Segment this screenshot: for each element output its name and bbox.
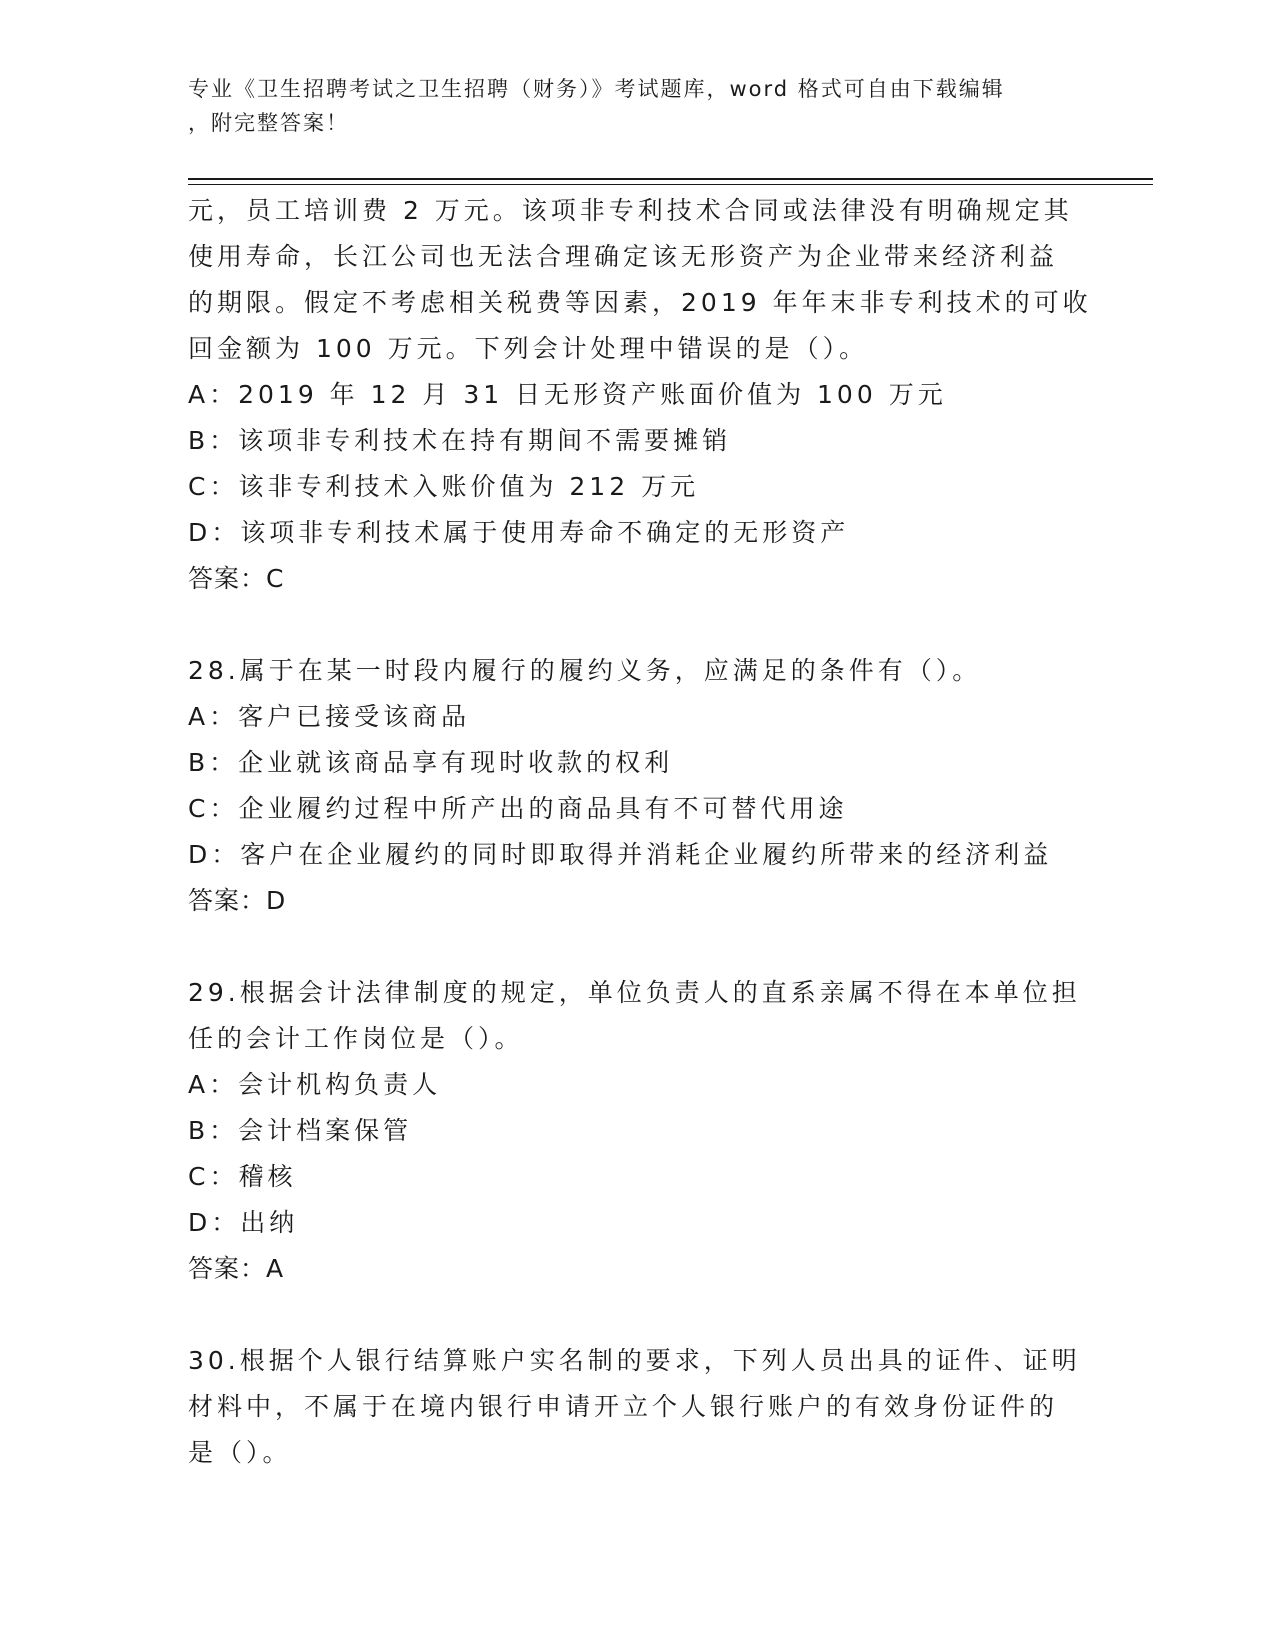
question-stem-line: 元，员工培训费 2 万元。该项非专利技术合同或法律没有明确规定其 [188,196,1073,225]
question-29 [188,970,1081,1292]
question-30 [188,1338,1081,1476]
question-stem-line: 回金额为 100 万元。下列会计处理中错误的是（）。 [188,334,869,363]
question-stem-line: 29.根据会计法律制度的规定，单位负责人的直系亲属不得在本单位担 [188,978,1081,1007]
option-b: B：该项非专利技术在持有期间不需要摊销 [188,426,732,455]
option-c: C：该非专利技术入账价值为 212 万元 [188,472,700,501]
document-header [188,72,1068,140]
header-divider-thick [188,178,1153,180]
question-stem-line: 的期限。假定不考虑相关税费等因素，2019 年年末非专利技术的可收 [188,288,1092,317]
option-d: D：客户在企业履约的同时即取得并消耗企业履约所带来的经济利益 [188,840,1053,869]
spacer [188,924,1078,970]
question-stem-line: 是（）。 [188,1438,292,1467]
option-a: A：会计机构负责人 [188,1070,442,1099]
document-body [188,188,1092,1476]
question-27 [188,188,1092,602]
answer-line: 答案：C [188,564,285,593]
question-stem-line: 28.属于在某一时段内履行的履约义务，应满足的条件有（）。 [188,656,982,685]
option-c: C：稽核 [188,1162,297,1191]
answer-line: 答案：A [188,1254,285,1283]
question-28 [188,648,1078,924]
answer-line: 答案：D [188,886,287,915]
question-stem-line: 材料中，不属于在境内银行申请开立个人银行账户的有效身份证件的 [188,1392,1059,1421]
option-a: A：客户已接受该商品 [188,702,471,731]
header-line-2: ，附完整答案！ [188,111,349,135]
option-a: A：2019 年 12 月 31 日无形资产账面价值为 100 万元 [188,380,947,409]
option-d: D：出纳 [188,1208,299,1237]
question-stem-line: 任的会计工作岗位是（）。 [188,1024,524,1053]
question-stem-line: 使用寿命，长江公司也无法合理确定该无形资产为企业带来经济利益 [188,242,1059,271]
spacer [188,1292,1078,1338]
option-b: B：会计档案保管 [188,1116,413,1145]
option-d: D：该项非专利技术属于使用寿命不确定的无形资产 [188,518,850,547]
option-c: C：企业履约过程中所产出的商品具有不可替代用途 [188,794,848,823]
header-divider-thin [188,184,1153,185]
option-b: B：企业就该商品享有现时收款的权利 [188,748,674,777]
header-line-1: 专业《卫生招聘考试之卫生招聘（财务）》考试题库，word 格式可自由下载编辑 [188,77,1005,101]
spacer [188,602,1078,648]
question-stem-line: 30.根据个人银行结算账户实名制的要求，下列人员出具的证件、证明 [188,1346,1081,1375]
